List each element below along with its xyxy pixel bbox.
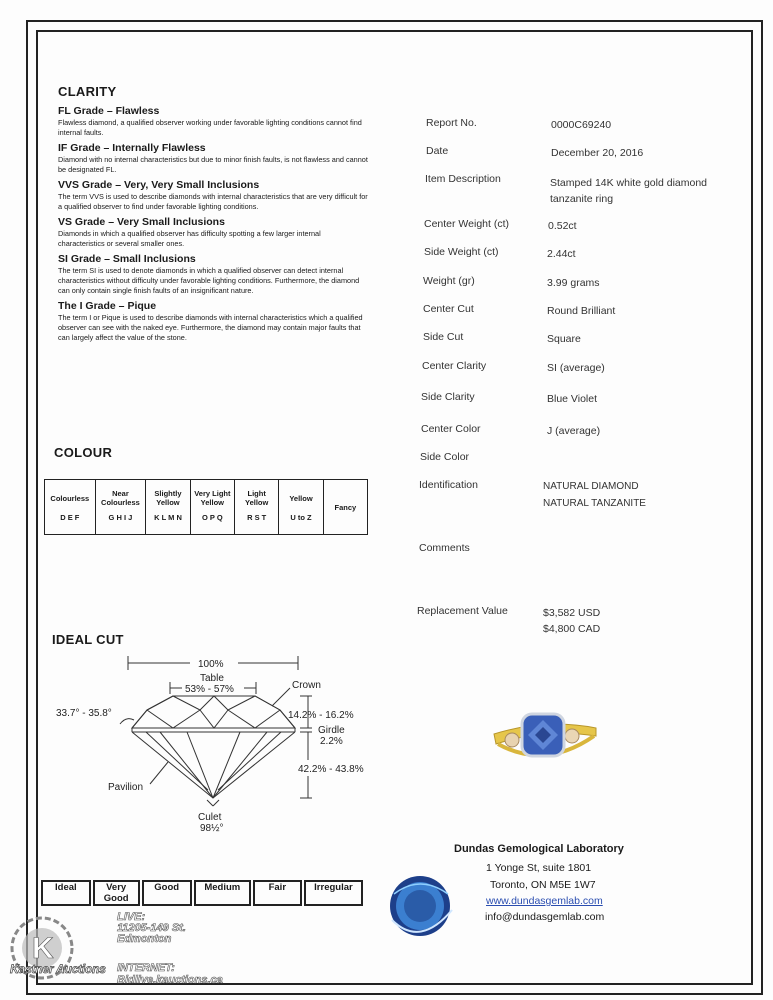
- colour-heading: COLOUR: [54, 445, 113, 460]
- colour-grades: R S T: [247, 513, 267, 522]
- internet-label: INTERNET:: [117, 962, 175, 974]
- width-label: 100%: [198, 659, 224, 670]
- field-value: 2.44ct: [547, 248, 576, 260]
- grade-title: VVS Grade – Very, Very Small Inclusions: [58, 179, 260, 191]
- ideal-cut-heading: IDEAL CUT: [52, 632, 124, 647]
- internet-url: Bidlive.kauctions.ca: [117, 974, 223, 986]
- grade-title: VS Grade – Very Small Inclusions: [58, 216, 225, 228]
- crown-label: Crown: [292, 680, 321, 691]
- field-label: Weight (gr): [423, 275, 475, 287]
- field-label: Date: [426, 145, 449, 157]
- cut-grade-cell: Medium: [194, 880, 251, 906]
- cut-grade-cell: Fair: [253, 880, 302, 906]
- grade-title: The I Grade – Pique: [58, 300, 157, 312]
- colour-name: Slightly Yellow: [154, 489, 182, 507]
- field-value: $3,582 USD: [543, 607, 601, 619]
- table-label: Table: [200, 673, 224, 684]
- lab-name: Dundas Gemological Laboratory: [454, 843, 624, 855]
- colour-name: Fancy: [334, 502, 357, 512]
- colour-name: Yellow: [289, 493, 313, 503]
- field-value: 0000C69240: [551, 119, 612, 131]
- colour-name: Colourless: [50, 493, 90, 503]
- field-label: Side Cut: [423, 331, 464, 343]
- field-label: Replacement Value: [417, 605, 508, 617]
- field-value: December 20, 2016: [551, 147, 644, 159]
- colour-cell: [190, 480, 234, 535]
- auction-logo: [6, 912, 106, 996]
- girdle-pct-label: 2.2%: [320, 736, 343, 747]
- cut-grade-cell: Irregular: [304, 880, 363, 906]
- cut-grade-cell: Ideal: [41, 880, 91, 906]
- auction-internet-block: [117, 962, 223, 986]
- crown-angle-label: 33.7° - 35.8°: [56, 708, 112, 719]
- auction-logo-text: Kastner Auctions: [10, 962, 106, 976]
- field-value: Blue Violet: [547, 393, 598, 405]
- pavilion-label: Pavilion: [108, 782, 144, 793]
- colour-cell: [45, 480, 96, 535]
- field-value: $4,800 CAD: [543, 623, 601, 635]
- colour-cell: [95, 480, 146, 535]
- crown-pct-label: 14.2% - 16.2%: [288, 710, 354, 721]
- cut-grade-cell: Very Good: [93, 880, 140, 906]
- cut-grade-table: [39, 878, 365, 908]
- colour-grades: K L M N: [154, 513, 182, 522]
- culet-label: Culet: [198, 812, 222, 823]
- hologram-seal: [382, 870, 462, 950]
- grade-title: IF Grade – Internally Flawless: [58, 142, 206, 154]
- grade-description: Diamond with no internal characteristics but due to minor finish faults, is not flawless and cannot be designated FL.: [58, 155, 368, 174]
- auction-live-block: [117, 912, 186, 945]
- colour-grades: D E F: [60, 513, 80, 522]
- colour-cell: [323, 480, 367, 535]
- field-value: Stamped 14K white gold diamond tanzanite ring: [550, 177, 708, 205]
- live-address: 11205-149 St.: [117, 922, 186, 934]
- field-value: NATURAL TANZANITE: [543, 498, 646, 509]
- lab-address-line2: Toronto, ON M5E 1W7: [490, 879, 596, 891]
- field-value: Round Brilliant: [547, 305, 616, 317]
- field-label: Comments: [419, 542, 470, 554]
- colour-name: Light Yellow: [245, 489, 269, 507]
- colour-cell: [279, 480, 323, 535]
- field-label: Item Description: [425, 173, 501, 185]
- lab-website-link[interactable]: www.dundasgemlab.com: [486, 895, 603, 907]
- live-city: Edmonton: [117, 933, 172, 945]
- ring-photo: [490, 700, 600, 780]
- svg-text:K: K: [32, 932, 54, 965]
- colour-grades: G H I J: [108, 513, 133, 522]
- cut-grade-cell: Good: [142, 880, 192, 906]
- culet-value-label: 98½°: [200, 823, 224, 834]
- field-label: Side Weight (ct): [424, 246, 499, 258]
- colour-cell: [146, 480, 190, 535]
- grade-description: The term SI is used to denote diamonds in which a qualified observer can detect internal characteristics without difficulty under favorable lighting conditions. Furthermore, the diamond can only contain single finish faults of an insignificant nature.: [58, 266, 360, 295]
- field-label: Identification: [419, 479, 478, 491]
- field-value: 3.99 grams: [547, 277, 600, 289]
- field-label: Side Color: [420, 451, 470, 463]
- field-value: J (average): [547, 425, 601, 437]
- pavilion-pct-label: 42.2% - 43.8%: [298, 764, 364, 775]
- live-label: LIVE:: [117, 911, 146, 923]
- field-value: NATURAL DIAMOND: [543, 481, 639, 492]
- grade-description: Flawless diamond, a qualified observer working under favorable lighting conditions cannot find internal faults.: [58, 118, 362, 137]
- field-value: SI (average): [547, 362, 605, 374]
- grade-description: Diamonds in which a qualified observer has difficulty spotting a few larger internal characteristics or several smaller ones.: [58, 229, 321, 248]
- colour-scale-table: [44, 479, 368, 535]
- field-value: 0.52ct: [548, 220, 577, 232]
- grade-title: SI Grade – Small Inclusions: [58, 253, 196, 265]
- table-range-label: 53% - 57%: [185, 684, 234, 695]
- diamond-diagram: [50, 650, 370, 840]
- field-label: Center Clarity: [422, 360, 487, 372]
- clarity-section: [58, 84, 368, 347]
- girdle-label: Girdle: [318, 725, 345, 736]
- field-label: Center Weight (ct): [424, 218, 509, 230]
- field-label: Center Color: [421, 423, 481, 435]
- field-label: Side Clarity: [421, 391, 475, 403]
- clarity-heading: CLARITY: [58, 84, 117, 99]
- field-label: Center Cut: [423, 303, 474, 315]
- grade-description: The term VVS is used to describe diamonds with internal characteristics that are very difficult for a qualified observer to find under favorable lighting conditions.: [58, 192, 368, 211]
- field-label: Report No.: [426, 117, 477, 129]
- colour-grades: U to Z: [290, 513, 312, 522]
- grade-title: FL Grade – Flawless: [58, 105, 160, 117]
- colour-cell: [235, 480, 279, 535]
- colour-name: Very Light Yellow: [194, 489, 231, 507]
- colour-name: Near Colourless: [101, 489, 140, 507]
- lab-email: info@dundasgemlab.com: [485, 911, 605, 923]
- colour-grades: O P Q: [202, 513, 223, 522]
- clarity-grades: [58, 105, 368, 343]
- lab-address-line1: 1 Yonge St, suite 1801: [486, 862, 592, 874]
- grade-description: The term I or Pique is used to describe diamonds with internal characteristics which a qualified observer can see with the naked eye. Furthermore, the diamond may contain major faults that can largely affect the value of the stone.: [58, 313, 363, 342]
- field-value: Square: [547, 333, 581, 345]
